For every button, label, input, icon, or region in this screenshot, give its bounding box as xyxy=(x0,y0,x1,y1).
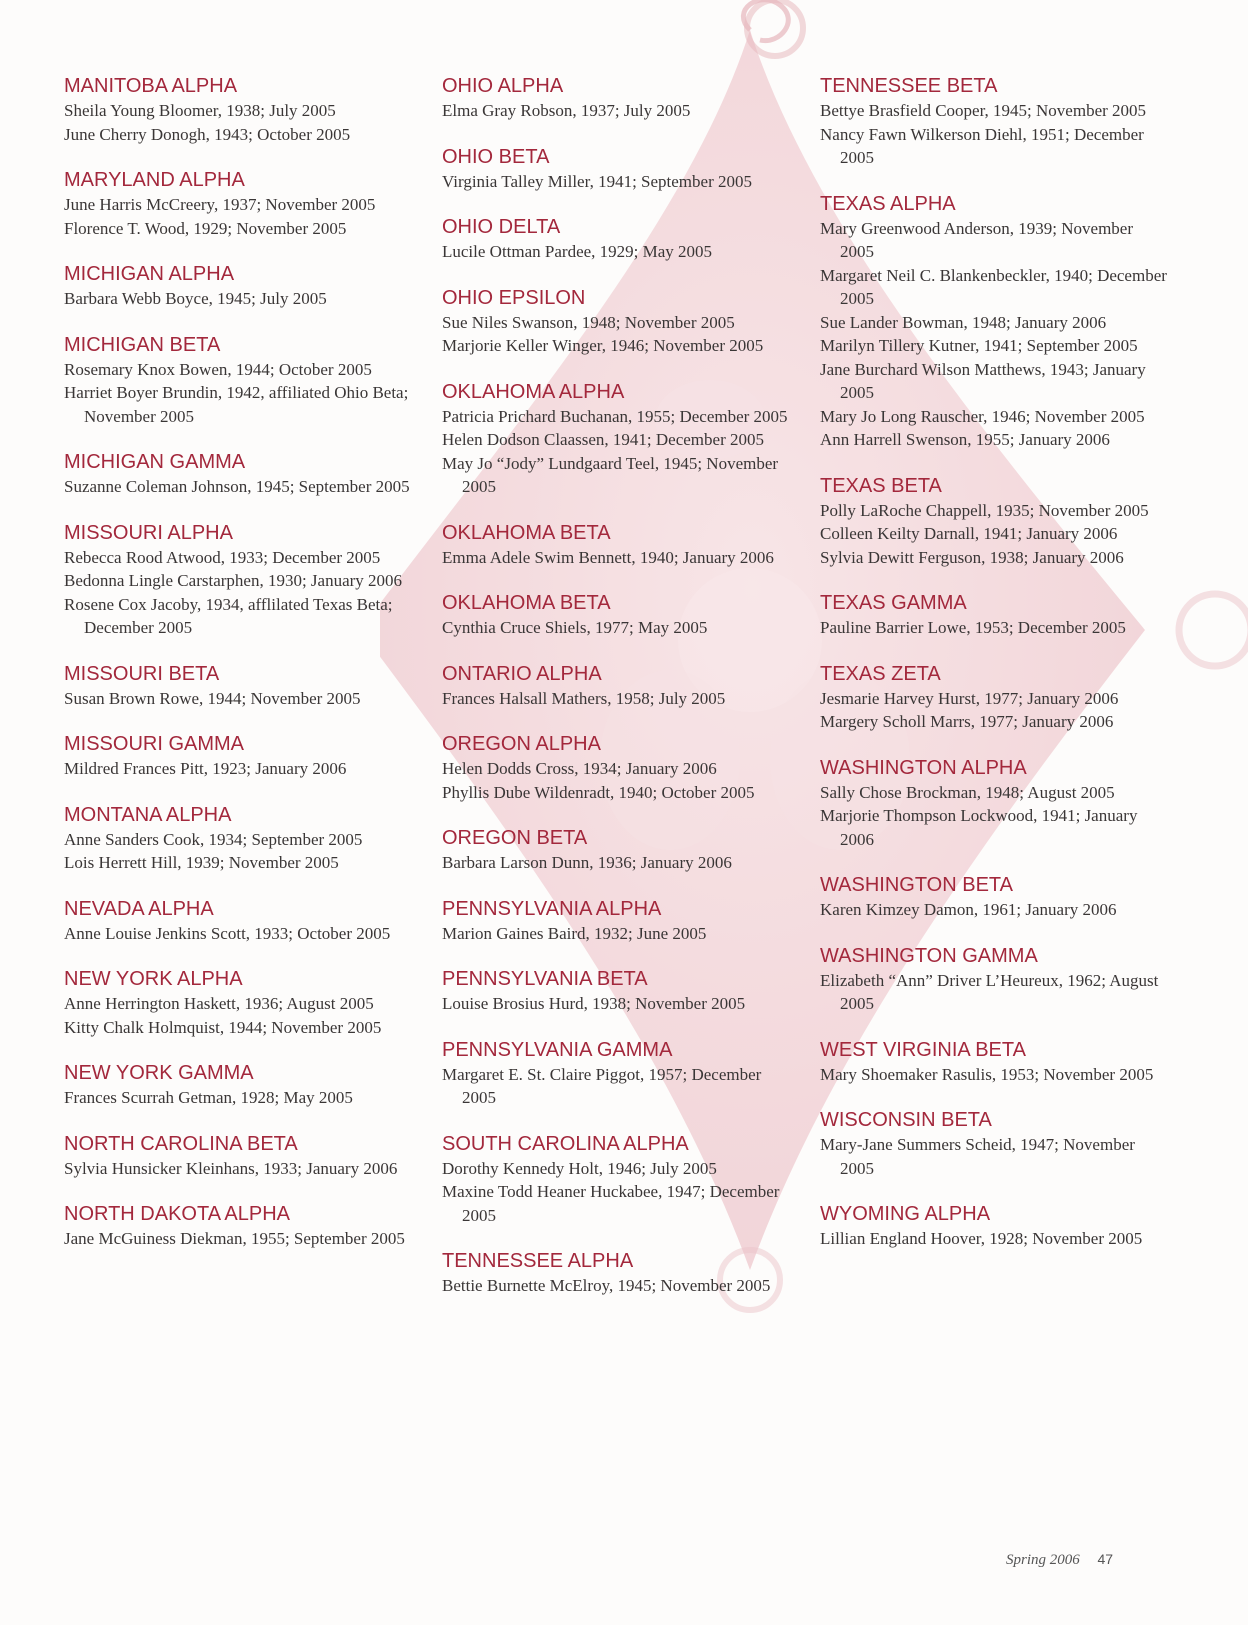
member-entry: Marjorie Keller Winger, 1946; November 2005 xyxy=(442,336,764,355)
member-entry: Emma Adele Swim Bennett, 1940; January 2006 xyxy=(442,547,774,567)
chapter-section xyxy=(64,1202,414,1251)
member-entry: Frances Halsall Mathers, 1958; July 2005 xyxy=(442,688,726,708)
chapter-section xyxy=(64,1132,414,1181)
chapter-section xyxy=(64,803,414,875)
chapter-heading: OHIO ALPHA xyxy=(442,75,564,97)
member-entry: Mary Greenwood Anderson, 1939; November 2005 xyxy=(820,218,1134,261)
member-entry: Margery Scholl Marrs, 1977; January 2006 xyxy=(820,712,1114,731)
chapter-section xyxy=(820,662,1170,734)
chapter-section xyxy=(442,732,792,804)
chapter-section xyxy=(820,74,1170,170)
column-1 xyxy=(64,74,414,1273)
chapter-section xyxy=(442,967,792,1016)
column-2 xyxy=(442,74,792,1320)
chapter-section xyxy=(820,474,1170,570)
member-entry: Barbara Larson Dunn, 1936; January 2006 xyxy=(442,853,732,872)
member-entry: Mary Shoemaker Rasulis, 1953; November 2005 xyxy=(820,1064,1154,1084)
member-entry: Colleen Keilty Darnall, 1941; January 2006 xyxy=(820,524,1118,543)
page-footer xyxy=(1006,1551,1113,1569)
chapter-section xyxy=(820,192,1170,452)
chapter-heading: WASHINGTON GAMMA xyxy=(820,944,1038,967)
member-entry: Jane Burchard Wilson Matthews, 1943; January 2005 xyxy=(820,359,1146,402)
member-entry: Suzanne Coleman Johnson, 1945; September 2005 xyxy=(64,477,410,496)
chapter-heading: MARYLAND ALPHA xyxy=(64,169,245,191)
member-entry: Frances Scurrah Getman, 1928; May 2005 xyxy=(64,1088,353,1107)
chapter-heading: NORTH CAROLINA BETA xyxy=(64,1132,298,1155)
member-entry: Helen Dodson Claassen, 1941; December 2005 xyxy=(442,430,764,449)
chapter-heading: TENNESSEE ALPHA xyxy=(442,1250,634,1272)
member-entry: Harriet Boyer Brundin, 1942, affiliated Ohio Beta; November 2005 xyxy=(64,383,409,426)
chapter-heading: TEXAS GAMMA xyxy=(820,592,967,614)
chapter-section xyxy=(820,756,1170,852)
member-entry: Sheila Young Bloomer, 1938; July 2005 xyxy=(64,101,336,120)
chapter-section xyxy=(64,732,414,781)
chapter-section xyxy=(442,215,792,264)
chapter-heading: TENNESSEE BETA xyxy=(820,75,998,97)
chapter-heading: OKLAHOMA BETA xyxy=(442,592,611,614)
chapter-section xyxy=(820,944,1170,1016)
member-entry: Cynthia Cruce Shiels, 1977; May 2005 xyxy=(442,618,708,637)
chapter-heading: SOUTH CAROLINA ALPHA xyxy=(442,1132,689,1155)
chapter-section xyxy=(820,873,1170,922)
member-entry: Jane McGuiness Diekman, 1955; September 2005 xyxy=(64,1229,405,1248)
chapter-heading: MISSOURI GAMMA xyxy=(64,733,245,755)
chapter-section xyxy=(64,521,414,640)
member-entry: Helen Dodds Cross, 1934; January 2006 xyxy=(442,759,717,778)
chapter-section xyxy=(64,262,414,311)
member-entry: Margaret E. St. Claire Piggot, 1957; December 2005 xyxy=(442,1064,762,1107)
member-entry: Anne Sanders Cook, 1934; September 2005 xyxy=(64,829,363,849)
member-entry: Virginia Talley Miller, 1941; September 2005 xyxy=(442,171,752,191)
chapter-section xyxy=(820,1202,1170,1251)
chapter-section xyxy=(820,591,1170,640)
member-entry: June Harris McCreery, 1937; November 2005 xyxy=(64,195,376,214)
chapter-heading: MICHIGAN GAMMA xyxy=(64,451,246,473)
member-entry: Susan Brown Rowe, 1944; November 2005 xyxy=(64,688,361,708)
chapter-heading: OKLAHOMA ALPHA xyxy=(442,380,625,403)
chapter-section xyxy=(64,897,414,946)
chapter-section xyxy=(442,662,792,711)
member-entry: Elizabeth “Ann” Driver L’Heureux, 1962; August 2005 xyxy=(820,970,1159,1013)
chapter-section xyxy=(64,967,414,1039)
chapter-section xyxy=(442,380,792,499)
chapter-section xyxy=(64,74,414,146)
member-entry: Jesmarie Harvey Hurst, 1977; January 2006 xyxy=(820,688,1119,708)
chapter-section xyxy=(64,662,414,711)
member-entry: Mildred Frances Pitt, 1923; January 2006 xyxy=(64,759,347,778)
chapter-heading: NORTH DAKOTA ALPHA xyxy=(64,1203,290,1225)
chapter-section xyxy=(442,145,792,194)
member-entry: Marion Gaines Baird, 1932; June 2005 xyxy=(442,923,707,943)
chapter-heading: OKLAHOMA BETA xyxy=(442,521,611,544)
member-entry: Marjorie Thompson Lockwood, 1941; January 2006 xyxy=(820,806,1138,849)
member-entry: Kitty Chalk Holmquist, 1944; November 2005 xyxy=(64,1017,382,1037)
chapter-heading: MISSOURI BETA xyxy=(64,662,220,685)
chapter-section xyxy=(442,1249,792,1298)
member-entry: Patricia Prichard Buchanan, 1955; December 2005 xyxy=(442,406,788,426)
member-entry: Sylvia Hunsicker Kleinhans, 1933; January 2006 xyxy=(64,1158,398,1178)
chapter-heading: ONTARIO ALPHA xyxy=(442,662,602,685)
chapter-section xyxy=(64,168,414,240)
member-entry: Sue Lander Bowman, 1948; January 2006 xyxy=(820,312,1107,332)
chapter-heading: MONTANA ALPHA xyxy=(64,803,232,826)
member-entry: Dorothy Kennedy Holt, 1946; July 2005 xyxy=(442,1158,717,1178)
member-entry: Lillian England Hoover, 1928; November 2005 xyxy=(820,1229,1143,1248)
chapter-section xyxy=(442,521,792,570)
chapter-heading: NEW YORK GAMMA xyxy=(64,1062,254,1084)
column-3 xyxy=(820,74,1170,1273)
member-entry: May Jo “Jody” Lundgaard Teel, 1945; November 2005 xyxy=(442,453,779,496)
member-entry: Anne Louise Jenkins Scott, 1933; October 2005 xyxy=(64,923,391,943)
member-entry: Lucile Ottman Pardee, 1929; May 2005 xyxy=(442,242,713,261)
chapter-heading: NEVADA ALPHA xyxy=(64,897,214,920)
member-entry: Florence T. Wood, 1929; November 2005 xyxy=(64,218,347,238)
chapter-heading: OREGON BETA xyxy=(442,827,588,849)
chapter-section xyxy=(442,1038,792,1110)
chapter-heading: OREGON ALPHA xyxy=(442,733,601,755)
chapter-section xyxy=(442,897,792,946)
chapter-section xyxy=(442,286,792,358)
member-entry: Lois Herrett Hill, 1939; November 2005 xyxy=(64,853,339,872)
chapter-heading: MICHIGAN BETA xyxy=(64,333,221,356)
member-entry: Mary Jo Long Rauscher, 1946; November 2005 xyxy=(820,406,1145,426)
chapter-section xyxy=(442,1132,792,1228)
chapter-heading: OHIO BETA xyxy=(442,145,550,168)
member-entry: Elma Gray Robson, 1937; July 2005 xyxy=(442,101,691,120)
chapter-heading: OHIO DELTA xyxy=(442,216,561,238)
member-entry: Nancy Fawn Wilkerson Diehl, 1951; December 2005 xyxy=(820,124,1144,167)
chapter-section xyxy=(64,450,414,499)
member-entry: Maxine Todd Heaner Huckabee, 1947; December 2005 xyxy=(442,1182,780,1225)
chapter-heading: TEXAS ZETA xyxy=(820,662,941,685)
member-entry: Ann Harrell Swenson, 1955; January 2006 xyxy=(820,430,1110,449)
chapter-heading: WEST VIRGINIA BETA xyxy=(820,1038,1026,1061)
member-entry: Sylvia Dewitt Ferguson, 1938; January 2006 xyxy=(820,547,1124,567)
member-entry: Rebecca Rood Atwood, 1933; December 2005 xyxy=(64,547,381,567)
member-entry: Margaret Neil C. Blankenbeckler, 1940; December 2005 xyxy=(820,265,1167,308)
chapter-section xyxy=(442,74,792,123)
chapter-section xyxy=(442,591,792,640)
member-entry: Karen Kimzey Damon, 1961; January 2006 xyxy=(820,900,1117,919)
chapter-heading: OHIO EPSILON xyxy=(442,286,586,309)
member-entry: Louise Brosius Hurd, 1938; November 2005 xyxy=(442,994,746,1013)
chapter-heading: WISCONSIN BETA xyxy=(820,1109,992,1131)
member-entry: Marilyn Tillery Kutner, 1941; September 2005 xyxy=(820,336,1138,355)
issue-label: Spring 2006 xyxy=(1006,1552,1080,1568)
chapter-heading: WASHINGTON ALPHA xyxy=(820,756,1027,779)
chapter-section xyxy=(64,1061,414,1110)
chapter-heading: PENNSYLVANIA ALPHA xyxy=(442,897,662,920)
chapter-heading: MISSOURI ALPHA xyxy=(64,521,233,544)
member-entry: Anne Herrington Haskett, 1936; August 2005 xyxy=(64,994,374,1013)
member-entry: Bettye Brasfield Cooper, 1945; November 2005 xyxy=(820,101,1147,120)
member-entry: Bedonna Lingle Carstarphen, 1930; January 2006 xyxy=(64,571,403,590)
page-number: 47 xyxy=(1097,1551,1114,1567)
member-entry: Phyllis Dube Wildenradt, 1940; October 2005 xyxy=(442,782,755,802)
member-entry: Barbara Webb Boyce, 1945; July 2005 xyxy=(64,289,327,308)
member-entry: Rosemary Knox Bowen, 1944; October 2005 xyxy=(64,359,372,379)
member-entry: Mary-Jane Summers Scheid, 1947; November 2005 xyxy=(820,1135,1135,1178)
member-entry: June Cherry Donogh, 1943; October 2005 xyxy=(64,124,351,144)
chapter-heading: MICHIGAN ALPHA xyxy=(64,263,235,285)
chapter-section xyxy=(442,826,792,875)
member-entry: Sue Niles Swanson, 1948; November 2005 xyxy=(442,312,735,332)
chapter-heading: TEXAS BETA xyxy=(820,474,942,497)
chapter-section xyxy=(820,1108,1170,1180)
chapter-heading: MANITOBA ALPHA xyxy=(64,75,238,97)
chapter-heading: NEW YORK ALPHA xyxy=(64,968,243,990)
chapter-section xyxy=(64,333,414,429)
chapter-section xyxy=(820,1038,1170,1087)
chapter-heading: PENNSYLVANIA BETA xyxy=(442,968,648,990)
chapter-heading: WYOMING ALPHA xyxy=(820,1203,991,1225)
member-entry: Pauline Barrier Lowe, 1953; December 2005 xyxy=(820,618,1126,637)
member-entry: Rosene Cox Jacoby, 1934, afflilated Texas Beta; December 2005 xyxy=(64,594,393,637)
member-entry: Bettie Burnette McElroy, 1945; November 2005 xyxy=(442,1276,771,1295)
chapter-heading: WASHINGTON BETA xyxy=(820,874,1013,896)
member-entry: Sally Chose Brockman, 1948; August 2005 xyxy=(820,782,1115,802)
chapter-heading: TEXAS ALPHA xyxy=(820,192,956,215)
member-entry: Polly LaRoche Chappell, 1935; November 2005 xyxy=(820,500,1149,520)
chapter-heading: PENNSYLVANIA GAMMA xyxy=(442,1038,673,1061)
